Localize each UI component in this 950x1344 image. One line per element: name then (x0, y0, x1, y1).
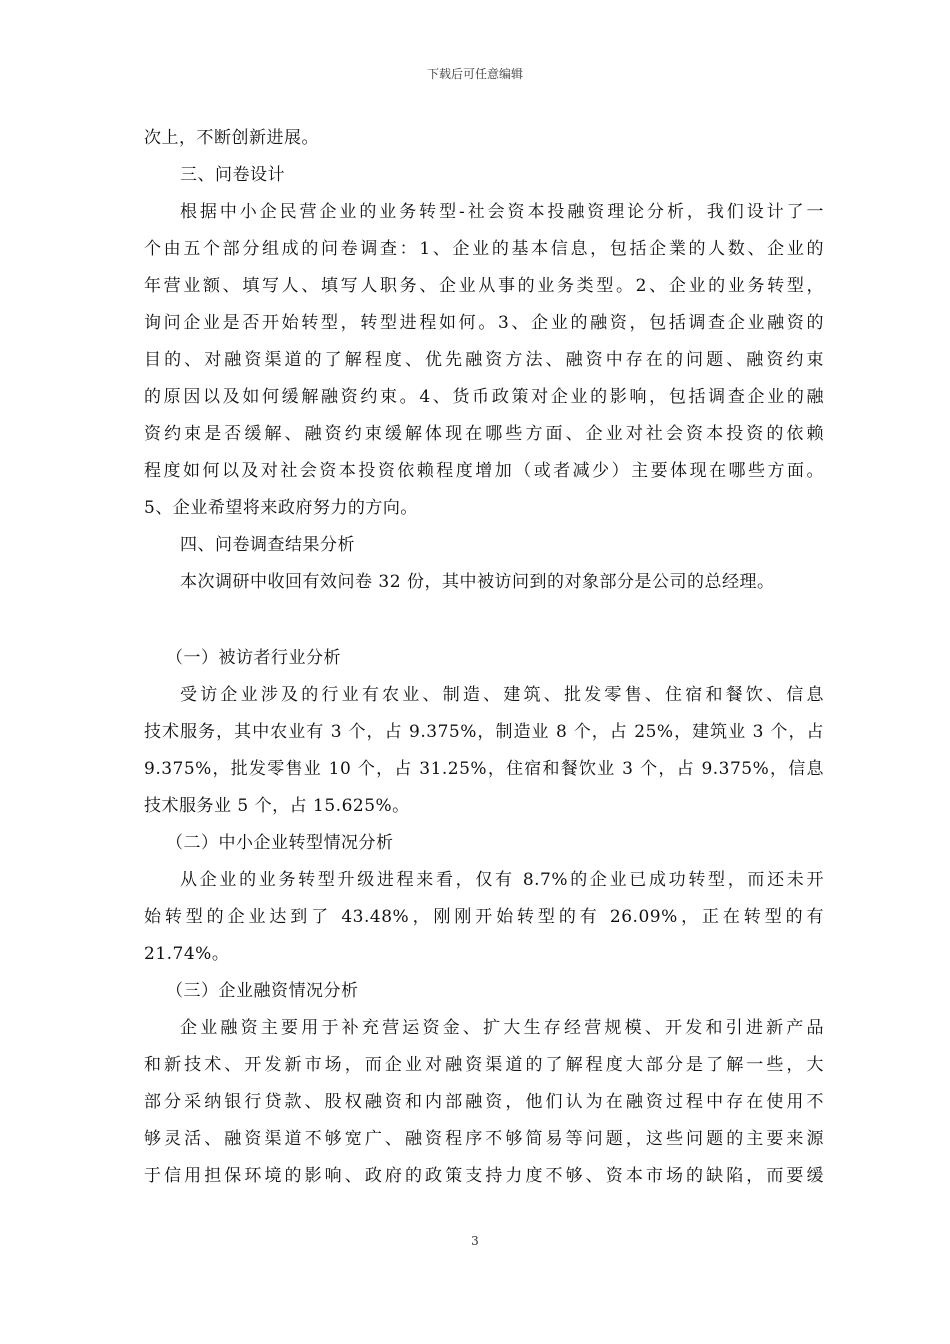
section-heading-questionnaire-design: 三、问卷设计 (180, 165, 285, 185)
paragraph-line: 21.74%。 (144, 944, 230, 964)
page-number: 3 (471, 1234, 479, 1248)
paragraph-line: 根据中小企民营企业的业务转型-社会资本投融资理论分析，我们设计了一 (180, 202, 824, 222)
paragraph-line: 年营业额、填写人、填写人职务、企业从事的业务类型。2、企业的业务转型， (144, 276, 824, 296)
paragraph-line: 的原因以及如何缓解融资约束。4、货币政策对企业的影响，包括调查企业的融 (144, 387, 824, 407)
paragraph-line: 够灵活、融资渠道不够宽广、融资程序不够简易等问题，这些问题的主要来源 (144, 1129, 824, 1149)
paragraph-line: 受访企业涉及的行业有农业、制造、建筑、批发零售、住宿和餐饮、信息 (180, 685, 824, 705)
paragraph-line: 询问企业是否开始转型，转型进程如何。3、企业的融资，包括调查企业融资的 (144, 313, 824, 333)
paragraph-transformation (144, 862, 824, 973)
subsection-heading-financing: （三）企业融资情况分析 (166, 981, 359, 1001)
paragraph-line: 本次调研中收回有效问卷 32 份，其中被访问到的对象部分是公司的总经理。 (180, 572, 775, 592)
paragraph-line: 从企业的业务转型升级进程来看，仅有 8.7%的企业已成功转型，而还未开 (180, 870, 824, 890)
paragraph-line: 9.375%，批发零售业 10 个，占 31.25%，住宿和餐饮业 3 个，占 9.375%，信息 (144, 759, 824, 779)
paragraph-questionnaire-design (144, 194, 824, 527)
paragraph-line: 技术服务业 5 个，占 15.625%。 (144, 796, 410, 816)
paragraph-line: 部分采纳银行贷款、股权融资和内部融资，他们认为在融资过程中存在使用不 (144, 1092, 824, 1112)
paragraph-line: 个由五个部分组成的问卷调查：1、企业的基本信息，包括企業的人数、企业的 (144, 239, 824, 259)
paragraph-line: 5、企业希望将来政府努力的方向。 (144, 498, 418, 518)
paragraph-line: 企业融资主要用于补充营运资金、扩大生存经营规模、开发和引进新产品 (180, 1018, 824, 1038)
paragraph-line: 和新技术、开发新市场，而企业对融资渠道的了解程度大部分是了解一些，大 (144, 1055, 824, 1075)
paragraph-line: 次上，不断创新进展。 (144, 128, 319, 148)
page-header: 下载后可任意编辑 (426, 67, 523, 81)
paragraph-line: 始转型的企业达到了 43.48%，刚刚开始转型的有 26.09%，正在转型的有 (144, 907, 824, 927)
paragraph-line: 目的、对融资渠道的了解程度、优先融资方法、融资中存在的问题、融资约束 (144, 350, 824, 370)
paragraph-financing (144, 1010, 824, 1195)
document-body (144, 120, 824, 1195)
paragraph-industry (144, 677, 824, 825)
blank-line (144, 601, 824, 640)
paragraph-line: 于信用担保环境的影响、政府的政策支持力度不够、资本市场的缺陷，而要缓 (144, 1166, 824, 1186)
paragraph-line: 技术服务，其中农业有 3 个，占 9.375%，制造业 8 个，占 25%，建筑业 3 个，占 (144, 722, 824, 742)
section-heading-survey-results: 四、问卷调查结果分析 (180, 535, 355, 555)
paragraph-line: 程度如何以及对社会资本投资依赖程度增加（或者减少）主要体现在哪些方面。 (144, 461, 824, 481)
paragraph-line: 资约束是否缓解、融资约束缓解体现在哪些方面、企业对社会资本投资的依赖 (144, 424, 824, 444)
subsection-heading-transformation: （二）中小企业转型情况分析 (166, 833, 394, 853)
subsection-heading-industry: （一）被访者行业分析 (166, 648, 341, 668)
